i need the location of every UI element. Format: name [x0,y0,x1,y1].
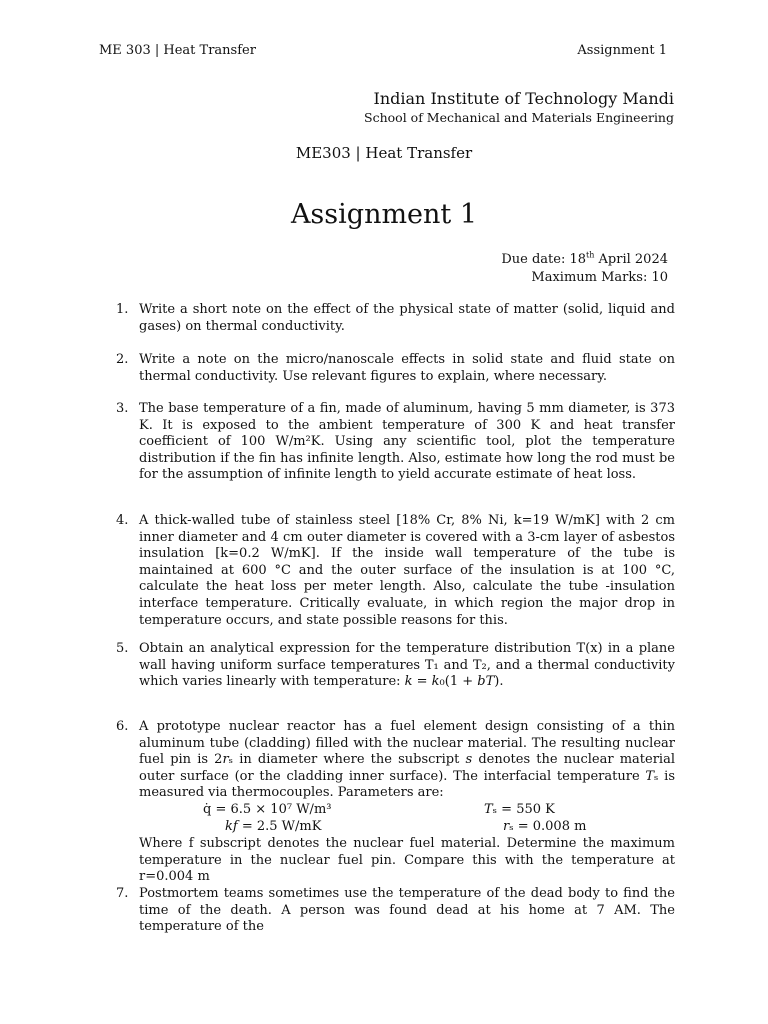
due-date: Due date: 18th April 2024 [501,250,668,267]
question-number: 5. [116,641,129,656]
question-number: 7. [116,886,129,901]
question-number: 2. [116,352,129,367]
institute-name: Indian Institute of Technology Mandi [373,89,674,108]
question-number: 1. [116,302,129,317]
parameters-table [139,802,675,836]
param-fuel-conductivity: 𝑘𝑓 = 2.5 W/mK [225,818,322,834]
running-header-assignment: Assignment 1 [577,43,667,58]
maximum-marks: Maximum Marks: 10 [531,270,668,285]
question-text: Obtain an analytical expression for the temperature distribution T(x) in a plane wall having uniform surface temperatures T₁ and T₂, and a thermal conductivity which varies linearly with temperature: 𝑘 = 𝑘₀(1 + 𝑏𝑇). [139,641,675,690]
question-number: 6. [116,719,129,734]
question-text: Postmortem teams sometimes use the temperature of the dead body to find the time of the death. A person was found dead at his home at 7 AM. The temperature of the [139,886,675,935]
question-number: 4. [116,513,129,528]
question-1 [116,302,675,335]
due-block [501,251,668,287]
question-text: A thick-walled tube of stainless steel [18% Cr, 8% Ni, k=19 W/mK] with 2 cm inner diameter and 4 cm outer diameter is covered with a 3-cm layer of asbestos insulation [k=0.2 W/mK]. If the inside wall temperature of the tube is maintained at 600 °C and the outer surface of the insulation is at 100 °C, calculate the heat loss per meter length. Also, calculate the tube -insulation interface temperature. Critically evaluate, in which region the major drop in temperature occurs, and state possible reasons for this. [139,513,675,628]
assignment-title: Assignment 1 [290,199,478,230]
param-surface-temperature: 𝑇ₛ = 550 K [484,801,555,817]
question-text: The base temperature of a fin, made of aluminum, having 5 mm diameter, is 373 K. It is exposed to the ambient temperature of 300 K and heat transfer coefficient of 100 W/m²K. Using any scientific tool, plot the temperature distribution if the fin has infinite length. Also, estimate how long the rod must be for the assumption of infinite length to yield accurate estimate of heat loss. [139,401,675,483]
question-text: Write a note on the micro/nanoscale effects in solid state and fluid state on thermal conductivity. Use relevant figures to explain, where necessary. [139,352,675,384]
question-3 [116,401,675,484]
course-title: ME303 | Heat Transfer [295,144,473,162]
question-2 [116,352,675,385]
question-7 [116,886,675,936]
param-pin-radius: 𝑟ₛ = 0.008 m [503,818,587,834]
question-text: A prototype nuclear reactor has a fuel element design consisting of a thin aluminum tube (cladding) filled with the nuclear material. The resulting nuclear fuel pin is 2𝑟ₛ in diameter where the subscript 𝑠 denotes the nuclear material outer surface (or the cladding inner surface). The interfacial temperature 𝑇ₛ is measured via thermocouples. Parameters are: q̇ = 6.5 × 10⁷ W/m³ 𝑇ₛ = 550 K 𝑘𝑓 = 2.5 W/mK 𝑟ₛ = 0.008 m Where f subscript denotes the nuclear fuel material. Determine the maximum temperature in the nuclear fuel pin. Compare this with the temperature at r=0.004 m [139,719,675,885]
question-6 [116,719,675,886]
param-heat-generation: q̇ = 6.5 × 10⁷ W/m³ [203,801,332,817]
question-5 [116,641,675,691]
school-name: School of Mechanical and Materials Engineering [364,110,674,125]
question-text: Write a short note on the effect of the physical state of matter (solid, liquid and gases) on thermal conductivity. [139,302,675,334]
institute-block [364,89,674,126]
running-header-course: ME 303 | Heat Transfer [99,43,256,58]
question-number: 3. [116,401,129,416]
question-4 [116,513,675,629]
